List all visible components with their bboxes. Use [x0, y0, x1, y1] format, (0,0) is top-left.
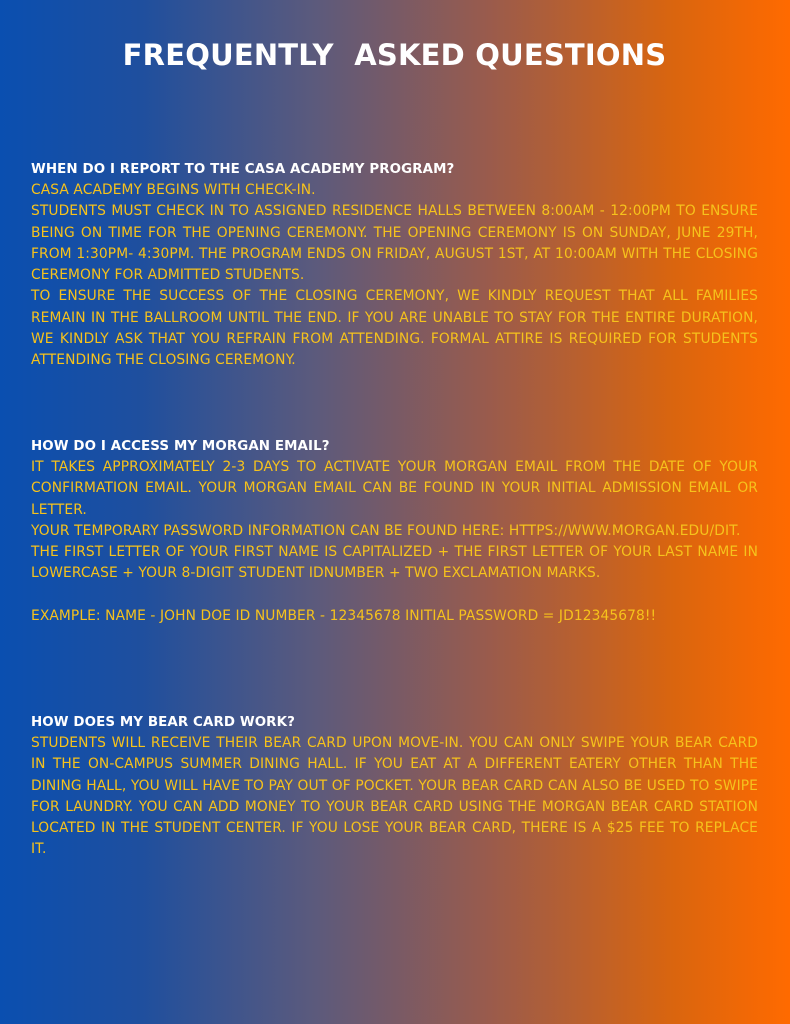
faq-answer: YOUR TEMPORARY PASSWORD INFORMATION CAN BE FOUND HERE: HTTPS://WWW.MORGAN.EDU/DIT.	[31, 522, 741, 539]
faq-item-bear-card	[31, 712, 758, 861]
faq-example: EXAMPLE: NAME - JOHN DOE ID NUMBER - 12345678 INITIAL PASSWORD = JD12345678!!	[31, 607, 657, 624]
faq-question: HOW DO I ACCESS MY MORGAN EMAIL?	[31, 439, 330, 454]
faq-answer: CASA ACADEMY BEGINS WITH CHECK-IN.	[31, 182, 316, 198]
faq-question: HOW DOES MY BEAR CARD WORK?	[31, 715, 295, 730]
faq-item-report	[31, 159, 758, 372]
faq-question: WHEN DO I REPORT TO THE CASA ACADEMY PROGRAM?	[31, 162, 455, 177]
faq-answer: IT TAKES APPROXIMATELY 2-3 DAYS TO ACTIVATE YOUR MORGAN EMAIL FROM THE DATE OF YOUR CONFIRMATION EMAIL. YOUR MORGAN EMAIL CAN BE FOUND IN YOUR INITIAL ADMISSION EMAIL OR LETTER.	[31, 459, 758, 518]
faq-answer: THE FIRST LETTER OF YOUR FIRST NAME IS CAPITALIZED + THE FIRST LETTER OF YOUR LAST NAME IN LOWERCASE + YOUR 8-DIGIT STUDENT IDNUMBER + TWO EXCLAMATION MARKS.	[31, 544, 758, 582]
faq-item-email	[31, 436, 758, 627]
faq-page	[31, 0, 758, 1024]
spacer	[31, 585, 758, 606]
faq-answer: STUDENTS WILL RECEIVE THEIR BEAR CARD UPON MOVE-IN. YOU CAN ONLY SWIPE YOUR BEAR CARD IN THE ON-CAMPUS SUMMER DINING HALL. IF YOU EAT AT A DIFFERENT EATERY OTHER THAN THE DINING HALL, YOU WILL HAVE TO PAY OUT OF POCKET. YOUR BEAR CARD CAN ALSO BE USED TO SWIPE FOR LAUNDRY. YOU CAN ADD MONEY TO YOUR BEAR CARD USING THE MORGAN BEAR CARD STATION LOCATED IN THE STUDENT CENTER. IF YOU LOSE YOUR BEAR CARD, THERE IS A $25 FEE TO REPLACE IT.	[31, 735, 758, 858]
faq-answer: TO ENSURE THE SUCCESS OF THE CLOSING CEREMONY, WE KINDLY REQUEST THAT ALL FAMILIES REMAIN IN THE BALLROOM UNTIL THE END. IF YOU ARE UNABLE TO STAY FOR THE ENTIRE DURATION, WE KINDLY ASK THAT YOU REFRAIN FROM ATTENDING. FORMAL ATTIRE IS REQUIRED FOR STUDENTS ATTENDING THE CLOSING CEREMONY.	[31, 288, 758, 369]
faq-answer: STUDENTS MUST CHECK IN TO ASSIGNED RESIDENCE HALLS BETWEEN 8:00AM - 12:00PM TO ENSURE BEING ON TIME FOR THE OPENING CEREMONY. THE OPENING CEREMONY IS ON SUNDAY, JUNE 29TH, FROM 1:30PM- 4:30PM. THE PROGRAM ENDS ON FRIDAY, AUGUST 1ST, AT 10:00AM WITH THE CLOSING CEREMONY FOR ADMITTED STUDENTS.	[31, 203, 758, 284]
page-title: FREQUENTLY ASKED QUESTIONS	[122, 38, 667, 72]
